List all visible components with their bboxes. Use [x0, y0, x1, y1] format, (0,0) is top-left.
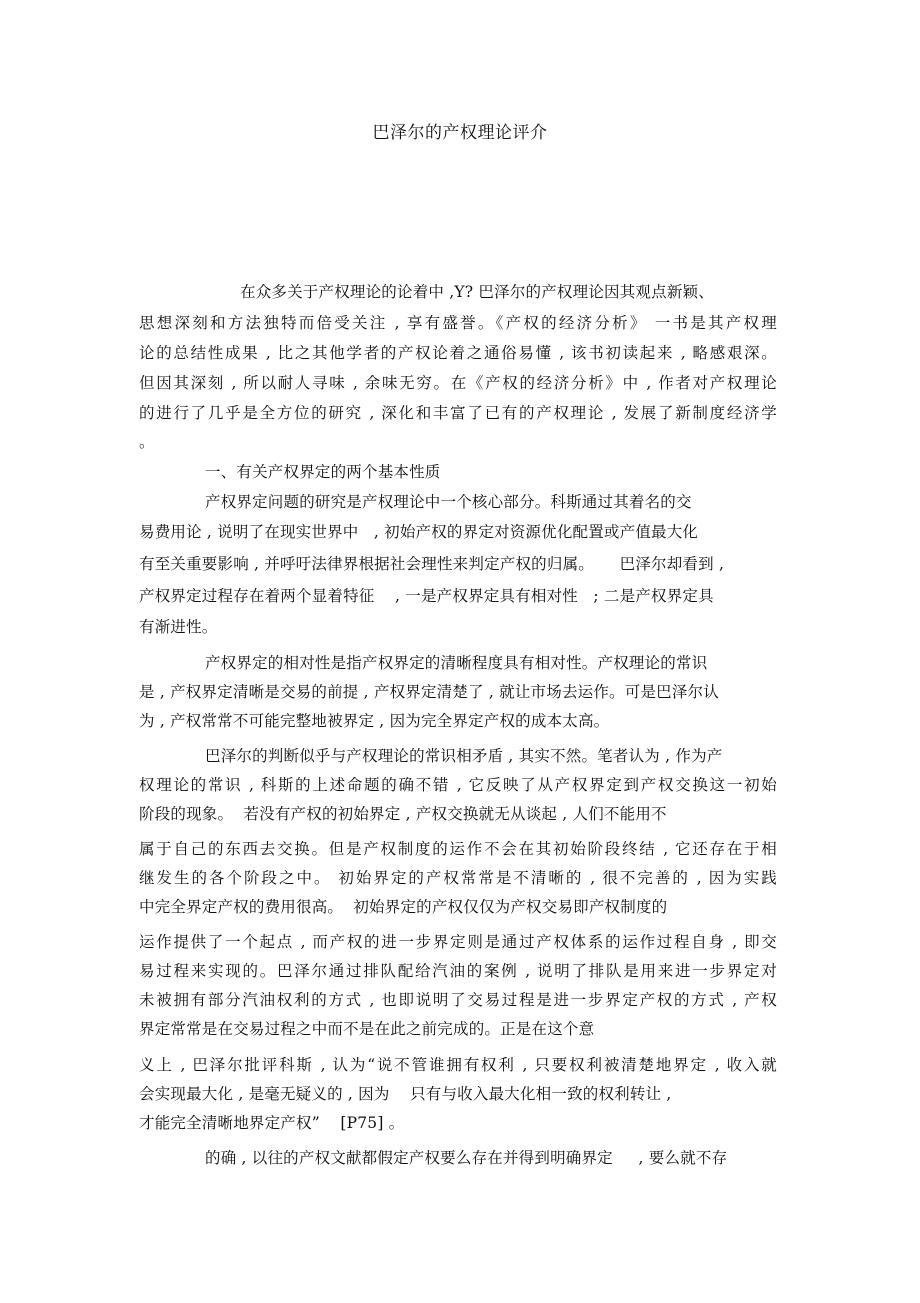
text-line: 会实现最大化 , 是毫无疑义的 , 因为 只有与收入最大化相一致的权利转让 ,	[139, 1085, 672, 1103]
text-line: 有至关重要影响 , 并呼吁法律界根据社会理性来判定产权的归属。 巴泽尔却看到 ,	[139, 555, 725, 573]
text-line: 属于自己的东西去交换。但是产权制度的运作不会在其初始阶段终结 , 它还存在于相	[139, 840, 777, 858]
text-line: 论的总结性成果 , 比之其他学者的产权论着之通俗易懂 , 该书初读起来 , 略感艰深。	[139, 344, 777, 362]
section-heading: 一、有关产权界定的两个基本性质	[205, 463, 441, 481]
text-line: 易费用论 , 说明了在现实世界中 , 初始产权的界定对资源优化配置或产值最大化	[139, 523, 699, 541]
text-line: 思想深刻和方法独特而倍受关注 , 享有盛誉。《产权的经济分析》 一书是其产权理	[139, 314, 777, 332]
text-line: 未被拥有部分汽油权利的方式 , 也即说明了交易过程是进一步界定产权的方式 , 产权	[139, 991, 777, 1009]
page-title: 巴泽尔的产权理论评介	[372, 123, 548, 143]
text-line: 义上 , 巴泽尔批评科斯 , 认为“说不管谁拥有权利 , 只要权利被清楚地界定 , 收入就	[139, 1056, 777, 1074]
text-line: 巴泽尔的判断似乎与产权理论的常识相矛盾 , 其实不然。笔者认为 , 作为产	[205, 747, 723, 765]
text-line: 产权界定过程存在着两个显着特征 , 一是产权界定具有相对性 ; 二是产权界定具	[139, 587, 714, 605]
text-line: 。	[139, 433, 155, 451]
text-line: 权理论的常识 , 科斯的上述命题的确不错 , 它反映了从产权界定到产权交换这一初始	[139, 776, 777, 794]
text-line: 但因其深刻 , 所以耐人寻味 , 余味无穷。在《产权的经济分析》中 , 作者对产权理论	[139, 374, 777, 392]
text-line: 阶段的现象。 若没有产权的初始界定 , 产权交换就无从谈起 , 人们不能用不	[139, 805, 667, 823]
text-line: 有渐进性。	[139, 618, 218, 636]
text-line: 是 , 产权界定清晰是交易的前提 , 产权界定清楚了 , 就让市场去运作。可是巴泽尔认	[139, 683, 719, 701]
text-line: 运作提供了一个起点 , 而产权的进一步界定则是通过产权体系的运作过程自身 , 即交	[139, 933, 777, 951]
text-line: 继发生的各个阶段之中。 初始界定的产权常常是不清晰的 , 很不完善的 , 因为实践	[139, 869, 777, 887]
text-line: 的进行了几乎是全方位的研究 , 深化和丰富了已有的产权理论 , 发展了新制度经济学	[139, 404, 777, 422]
text-line: 易过程来实现的。巴泽尔通过排队配给汽油的案例 , 说明了排队是用来进一步界定对	[139, 962, 777, 980]
text-line: 界定常常是在交易过程之中而不是在此之前完成的。正是在这个意	[139, 1020, 595, 1038]
text-line: 中完全界定产权的费用很高。 初始界定的产权仅仅为产权交易即产权制度的	[139, 898, 668, 916]
text-line: 产权界定的相对性是指产权界定的清晰程度具有相对性。产权理论的常识	[205, 654, 708, 672]
text-line: 为 , 产权常常不可能完整地被界定 , 因为完全界定产权的成本太高。	[139, 712, 610, 730]
text-line: 产权界定问题的研究是产权理论中一个核心部分。科斯通过其着名的交	[205, 493, 692, 511]
text-line: 的确 , 以往的产权文献都假定产权要么存在并得到明确界定 , 要么就不存	[205, 1149, 728, 1167]
text-line: 才能完全清晰地界定产权” [P75] 。	[139, 1114, 405, 1132]
text-line: 在众多关于产权理论的论着中 ,Y? 巴泽尔的产权理论因其观点新颖、	[240, 283, 714, 301]
